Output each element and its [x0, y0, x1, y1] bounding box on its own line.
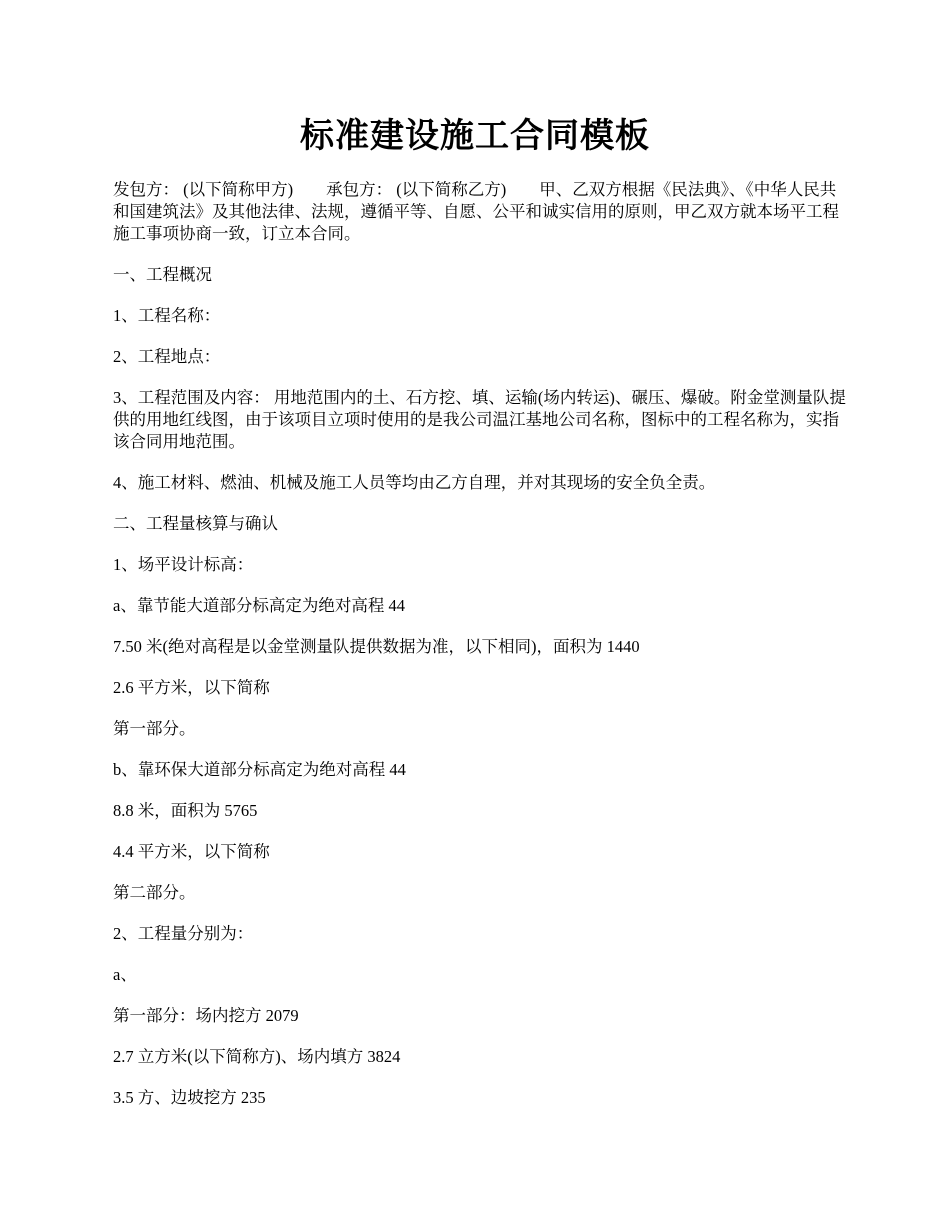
document-title: 标准建设施工合同模板	[300, 116, 650, 156]
paragraph-slope-excavation: 3.5 方、边坡挖方 235	[113, 1088, 266, 1107]
paragraph-fill-volume: 2.7 立方米(以下简称方)、场内填方 3824	[113, 1047, 401, 1066]
paragraph-materials: 4、施工材料、燃油、机械及施工人员等均由乙方自理，并对其现场的安全负全责。	[113, 473, 716, 492]
paragraph-item-a-label: a、	[113, 965, 137, 984]
paragraph-part-one: 第一部分。	[113, 719, 196, 738]
paragraph-part-two: 第二部分。	[113, 883, 196, 902]
section-heading-overview: 一、工程概况	[113, 265, 212, 284]
paragraph-preamble: 发包方： (以下简称甲方) 承包方： (以下简称乙方) 甲、乙双方根据《民法典》、《中华人民共和国建筑法》及其他法律、法规，遵循平等、自愿、公平和诚实信用的原则，甲乙双方就本场平工程施工事项协商一致，订立本合同。	[113, 180, 839, 243]
paragraph-quantities-heading: 2、工程量分别为：	[113, 924, 254, 943]
paragraph-project-scope: 3、工程范围及内容： 用地范围内的土、石方挖、填、运输(场内转运)、碾压、爆破。附金堂测量队提供的用地红线图，由于该项目立项时使用的是我公司温江基地公司名称，图标中的工程名称为，实指该合同用地范围。	[113, 388, 846, 451]
document-body	[113, 179, 848, 1128]
paragraph-item-a-area: 7.50 米(绝对高程是以金堂测量队提供数据为准，以下相同)，面积为 1440	[113, 637, 640, 656]
paragraph-project-location: 2、工程地点：	[113, 347, 221, 366]
paragraph-item-b-area-unit: 4.4 平方米，以下简称	[113, 842, 270, 861]
paragraph-project-name: 1、工程名称：	[113, 306, 221, 325]
paragraph-part-one-excavation: 第一部分：场内挖方 2079	[113, 1006, 299, 1025]
paragraph-item-a-elevation: a、靠节能大道部分标高定为绝对高程 44	[113, 596, 405, 615]
paragraph-design-elevation: 1、场平设计标高：	[113, 555, 254, 574]
paragraph-item-a-area-unit: 2.6 平方米，以下简称	[113, 678, 270, 697]
section-heading-quantities: 二、工程量核算与确认	[113, 514, 278, 533]
paragraph-item-b-elevation: b、靠环保大道部分标高定为绝对高程 44	[113, 760, 406, 779]
paragraph-item-b-area: 8.8 米，面积为 5765	[113, 801, 258, 820]
